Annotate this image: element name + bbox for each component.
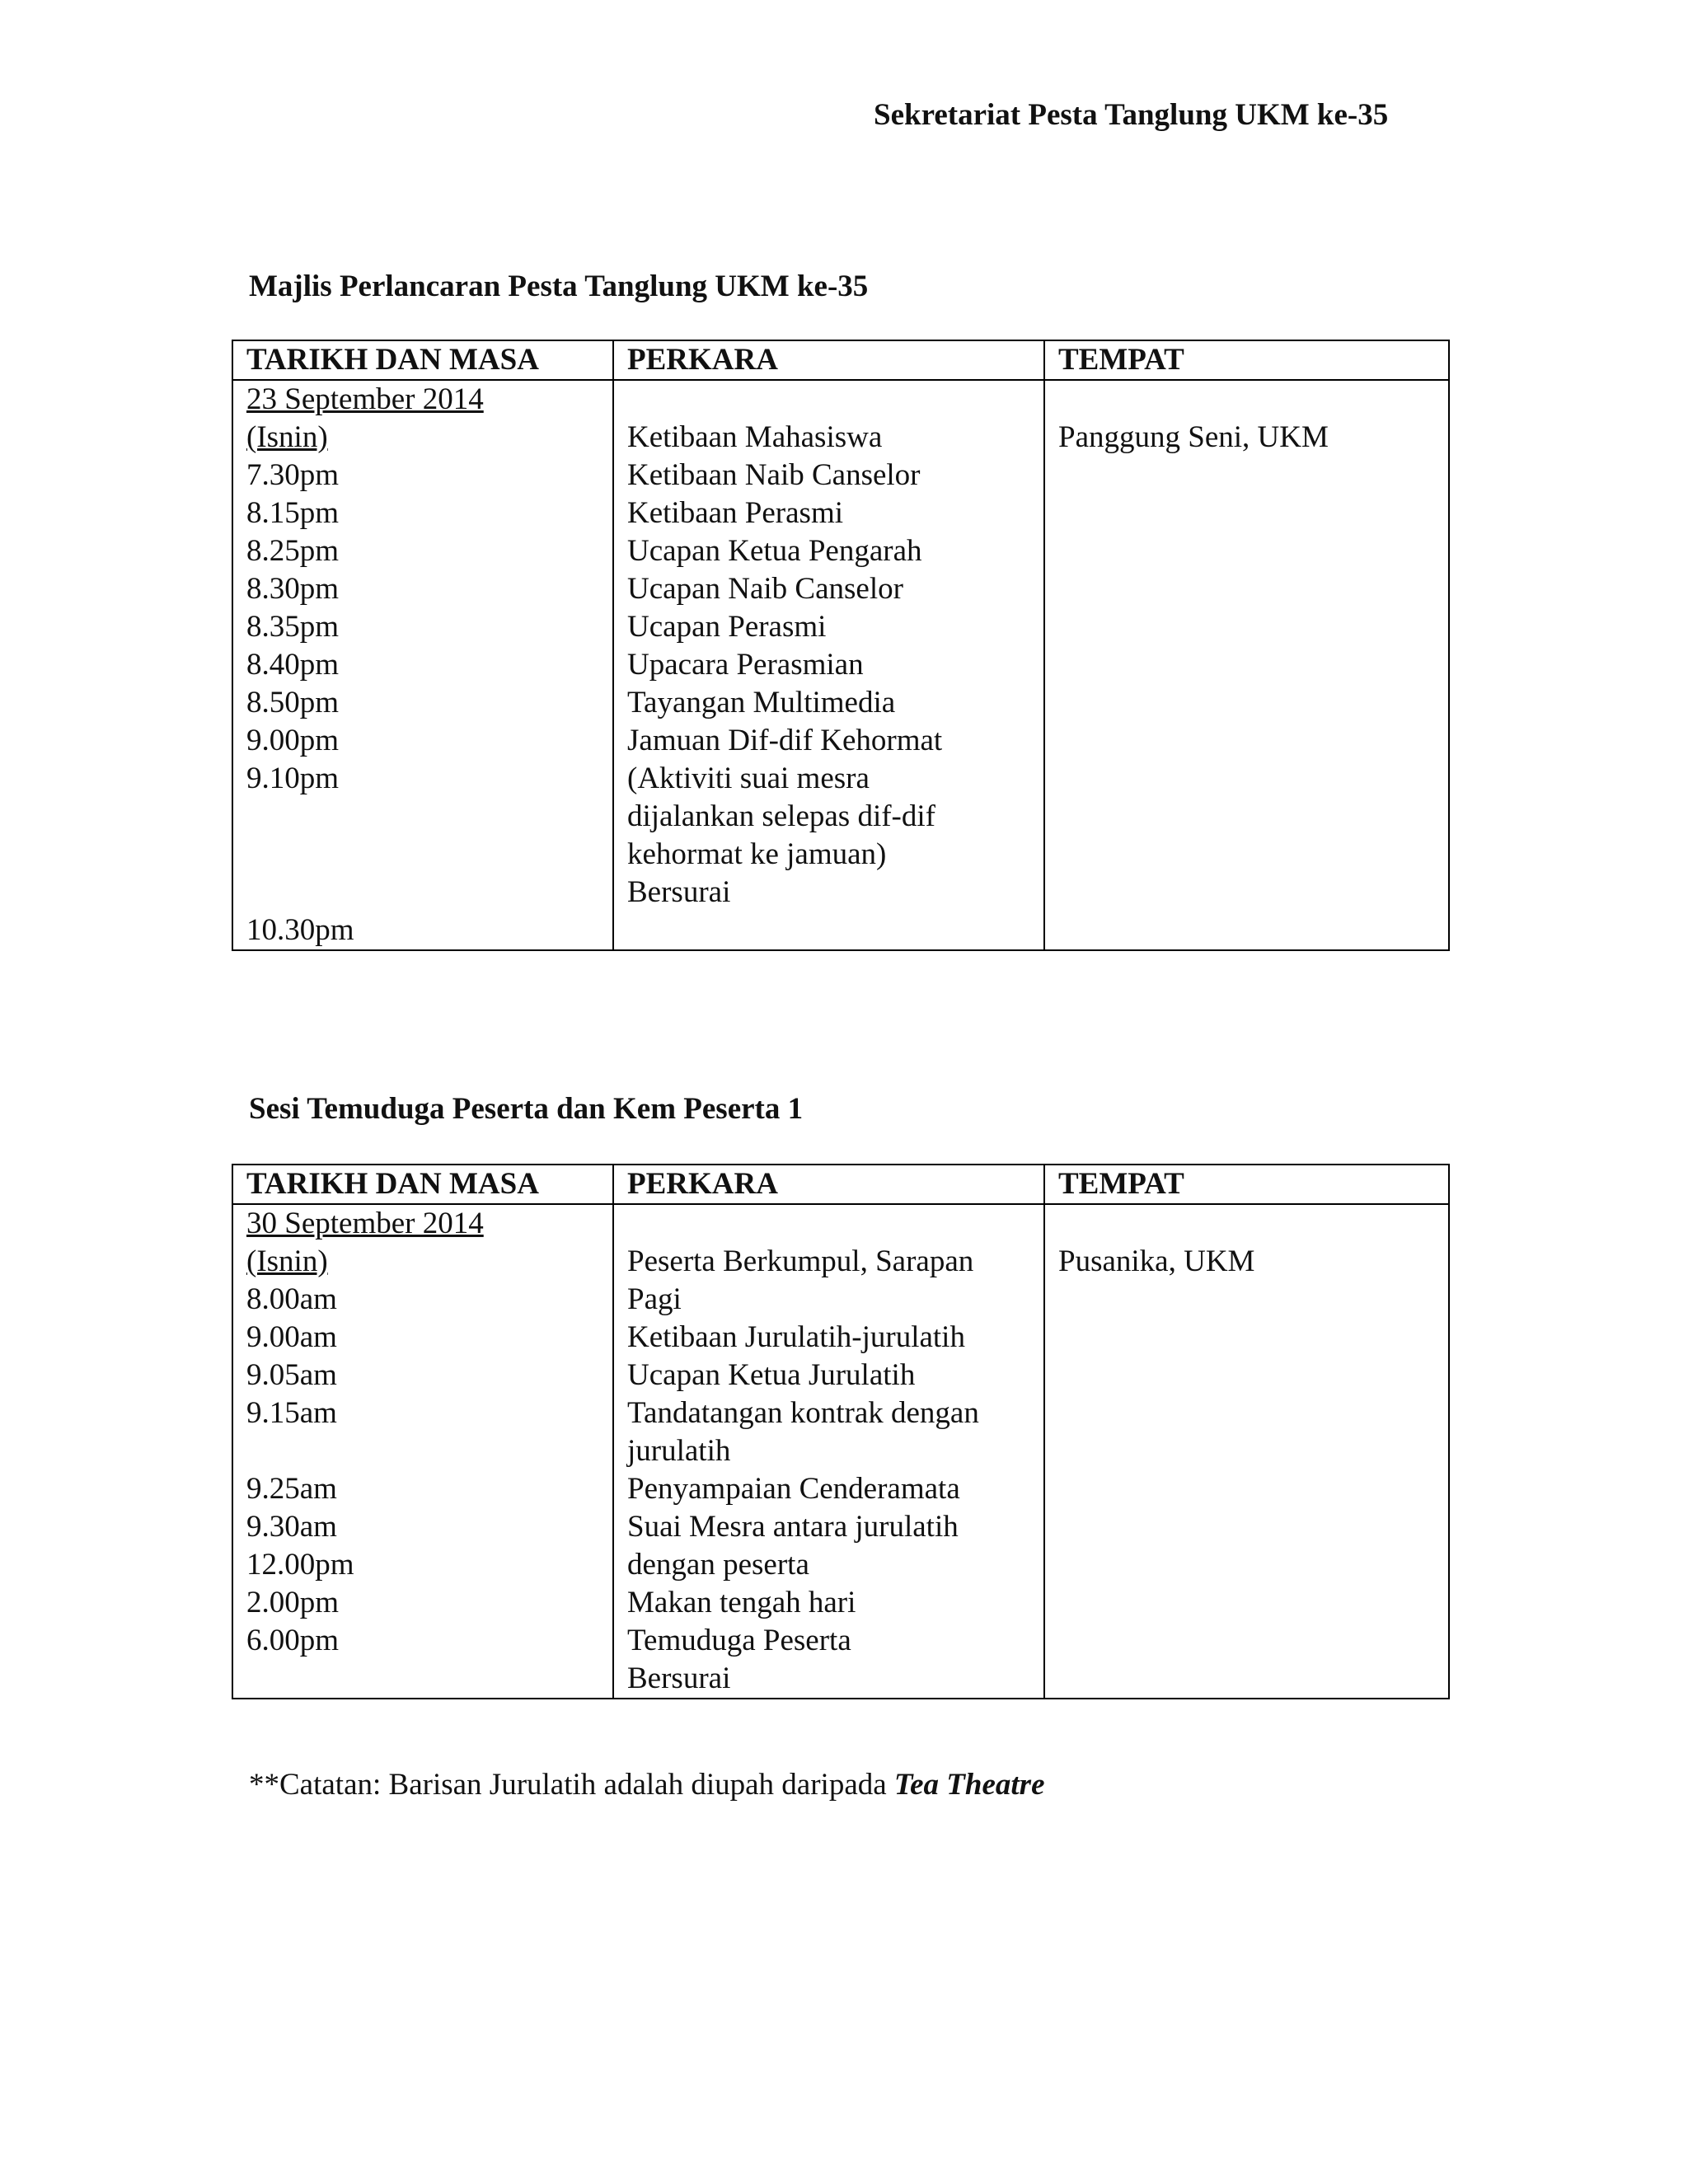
item-entry: Upacara Perasmian: [627, 648, 864, 682]
time-entry: 9.00am: [246, 1320, 337, 1354]
time-entry: 8.00am: [246, 1282, 337, 1316]
schedule-date: 30 September 2014: [246, 1207, 484, 1240]
time-entry: 12.00pm: [246, 1548, 354, 1582]
item-entry: Penyampaian Cenderamata: [627, 1472, 960, 1506]
table-row: [232, 380, 1449, 950]
venue-spacer: [1058, 381, 1435, 419]
item-entry: kehormat ke jamuan): [627, 837, 887, 871]
item-entry: Peserta Berkumpul, Sarapan: [627, 1244, 974, 1278]
item-entry: Bersurai: [627, 875, 731, 909]
time-entry: 9.25am: [246, 1472, 337, 1506]
time-entry: [246, 798, 599, 836]
footnote: [249, 1767, 1045, 1802]
item-entry: Temuduga Peserta: [627, 1624, 851, 1657]
time-entry: 9.05am: [246, 1358, 337, 1392]
venue-cell: [1044, 380, 1449, 950]
time-entry: 8.15pm: [246, 496, 340, 530]
time-entry: 7.30pm: [246, 458, 340, 492]
item-entry: Makan tengah hari: [627, 1586, 856, 1619]
schedule-day: (Isnin): [246, 420, 328, 454]
item-entry: Ketibaan Mahasiswa: [627, 420, 883, 454]
time-entry: 8.25pm: [246, 534, 340, 568]
schedule-day: (Isnin): [246, 1244, 328, 1278]
item-entry: Tayangan Multimedia: [627, 686, 896, 719]
schedule-date: 23 September 2014: [246, 382, 484, 416]
table-row: [232, 1204, 1449, 1699]
time-entry: 6.00pm: [246, 1624, 340, 1657]
time-entry: [246, 874, 599, 912]
column-header-venue: TEMPAT: [1044, 340, 1449, 380]
interview-schedule-table: [232, 1164, 1450, 1699]
item-entry: Pagi: [627, 1282, 682, 1316]
time-entry: 2.00pm: [246, 1586, 340, 1619]
time-entry: 9.00pm: [246, 724, 340, 757]
time-entry: 8.50pm: [246, 686, 340, 719]
column-header-venue: TEMPAT: [1044, 1165, 1449, 1204]
column-header-item: PERKARA: [613, 1165, 1044, 1204]
item-entry: Ucapan Perasmi: [627, 610, 827, 644]
item-entry: dengan peserta: [627, 1548, 809, 1582]
item-entry: Ketibaan Naib Canselor: [627, 458, 921, 492]
item-entry: Ucapan Naib Canselor: [627, 572, 903, 606]
time-entry: 8.35pm: [246, 610, 340, 644]
venue-spacer: [1058, 1205, 1435, 1243]
item-entry: Jamuan Dif-dif Kehormat: [627, 724, 943, 757]
time-entry: [246, 836, 599, 874]
item-entry: [627, 1205, 1030, 1243]
time-entry: [246, 1432, 599, 1470]
table-header-row: [232, 1165, 1449, 1204]
section-title-launch: Majlis Perlancaran Pesta Tanglung UKM ke-35: [249, 269, 869, 303]
item-entry: Suai Mesra antara jurulatih: [627, 1510, 959, 1544]
time-entry: 10.30pm: [246, 913, 354, 947]
column-header-item: PERKARA: [613, 340, 1044, 380]
footnote-text: **Catatan: Barisan Jurulatih adalah diupah daripada: [249, 1768, 894, 1802]
item-entry: Ucapan Ketua Pengarah: [627, 534, 922, 568]
column-header-date-time: TARIKH DAN MASA: [232, 1165, 613, 1204]
item-entry: Ucapan Ketua Jurulatih: [627, 1358, 916, 1392]
date-time-cell: [232, 1204, 613, 1699]
venue-text: Panggung Seni, UKM: [1058, 420, 1329, 454]
item-entry: [627, 381, 1030, 419]
item-entry: Bersurai: [627, 1661, 731, 1695]
footnote-emphasis: Tea Theatre: [893, 1768, 1045, 1802]
item-entry: dijalankan selepas dif-dif: [627, 799, 935, 833]
item-cell: [613, 1204, 1044, 1699]
time-entry: 9.30am: [246, 1510, 337, 1544]
item-entry: (Aktiviti suai mesra: [627, 762, 870, 795]
time-entry: 8.40pm: [246, 648, 340, 682]
date-time-cell: [232, 380, 613, 950]
secretariat-header: Sekretariat Pesta Tanglung UKM ke-35: [874, 98, 1389, 132]
venue-text: Pusanika, UKM: [1058, 1244, 1255, 1278]
time-entry: 9.15am: [246, 1396, 337, 1430]
table-header-row: [232, 340, 1449, 380]
column-header-date-time: TARIKH DAN MASA: [232, 340, 613, 380]
item-entry: Ketibaan Jurulatih-jurulatih: [627, 1320, 965, 1354]
item-cell: [613, 380, 1044, 950]
item-entry: Tandatangan kontrak dengan: [627, 1396, 979, 1430]
item-entry: jurulatih: [627, 1434, 731, 1468]
launch-schedule-table: [232, 340, 1450, 951]
time-entry: 8.30pm: [246, 572, 340, 606]
item-entry: Ketibaan Perasmi: [627, 496, 843, 530]
section-title-interview: Sesi Temuduga Peserta dan Kem Peserta 1: [249, 1092, 804, 1126]
time-entry: 9.10pm: [246, 762, 340, 795]
venue-cell: [1044, 1204, 1449, 1699]
